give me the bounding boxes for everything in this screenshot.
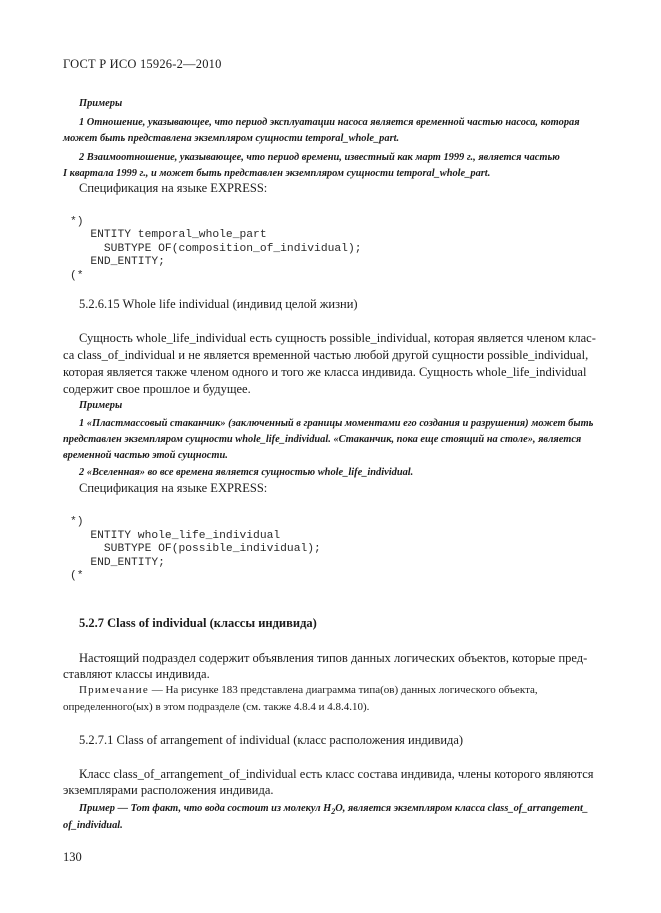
example-line: представлен экземпляром сущности whole_life_individual. «Стаканчик, пока еще стоящий на столе», является [63, 434, 582, 445]
code-line: SUBTYPE OF(possible_individual); [70, 543, 321, 555]
paragraph-line: ставляют классы индивида. [63, 667, 210, 681]
spec-label: Спецификация на языке EXPRESS: [79, 181, 268, 195]
code-line: SUBTYPE OF(composition_of_individual); [70, 243, 362, 255]
code-line: ENTITY temporal_whole_part [70, 229, 267, 241]
example-line: может быть представлена экземпляром сущности temporal_whole_part. [63, 133, 400, 144]
spec-label: Спецификация на языке EXPRESS: [79, 481, 268, 495]
code-line: *) [70, 216, 84, 228]
paragraph-line: са class_of_individual и не является временной частью любой другой сущности possible_individual, [63, 348, 589, 362]
paragraph-line: которая является также членом одного и того же класса индивида. Сущность whole_life_individual [63, 365, 587, 379]
examples-label: Примеры [79, 98, 123, 109]
example-line: 1 «Пластмассовый стаканчик» (заключенный в границы моментами его создания и разрушения) может быть [79, 418, 594, 429]
subscript: 2 [331, 807, 336, 817]
section-heading: 5.2.7.1 Class of arrangement of individual (класс расположения индивида) [79, 733, 464, 747]
example-text: Пример — Тот факт, что вода состоит из молекул Н [79, 803, 332, 814]
example-line [79, 801, 588, 820]
code-line: (* [70, 270, 84, 282]
note-line: определенного(ых) в этом подразделе (см. также 4.8.4 и 4.8.4.10). [63, 701, 370, 713]
section-heading: 5.2.6.15 Whole life individual (индивид целой жизни) [79, 297, 358, 311]
section-heading: 5.2.7 Class of individual (классы индивида) [79, 616, 317, 630]
code-line: END_ENTITY; [70, 256, 165, 268]
note-text: — На рисунке 183 представлена диаграмма типа(ов) данных логического объекта, [148, 684, 538, 696]
paragraph-line: экземплярами расположения индивида. [63, 783, 274, 797]
paragraph-line: Сущность whole_life_individual есть сущность possible_individual, которая является членом клас- [79, 331, 596, 345]
paragraph-line: Настоящий подраздел содержит объявления типов данных логических объектов, которые пред- [79, 651, 588, 665]
example-line: I квартала 1999 г., и может быть представлен экземпляром сущности temporal_whole_part. [63, 168, 491, 179]
code-line: *) [70, 516, 84, 528]
document-header: ГОСТ Р ИСО 15926-2—2010 [63, 57, 222, 71]
example-line: временной частью этой сущности. [63, 450, 228, 461]
example-line: 1 Отношение, указывающее, что период эксплуатации насоса является временной частью насоса, которая [79, 117, 580, 128]
example-line: 2 Взаимоотношение, указывающее, что период времени, известный как март 1999 г., является частью [79, 152, 560, 163]
example-line: of_individual. [63, 820, 123, 831]
example-line: 2 «Вселенная» во все времена является сущностью whole_life_individual. [79, 467, 414, 478]
code-line: ENTITY whole_life_individual [70, 530, 281, 542]
note-line [79, 684, 538, 696]
example-text: О, является экземпляром класса class_of_arrangement_ [335, 803, 589, 814]
paragraph-line: содержит свое прошлое и будущее. [63, 382, 251, 396]
examples-label: Примеры [79, 400, 123, 411]
code-line: END_ENTITY; [70, 557, 165, 569]
page-number: 130 [63, 850, 82, 864]
code-line: (* [70, 570, 84, 582]
paragraph-line: Класс class_of_arrangement_of_individual есть класс состава индивида, члены которого являются [79, 767, 594, 781]
note-label: Примечание [79, 684, 149, 696]
